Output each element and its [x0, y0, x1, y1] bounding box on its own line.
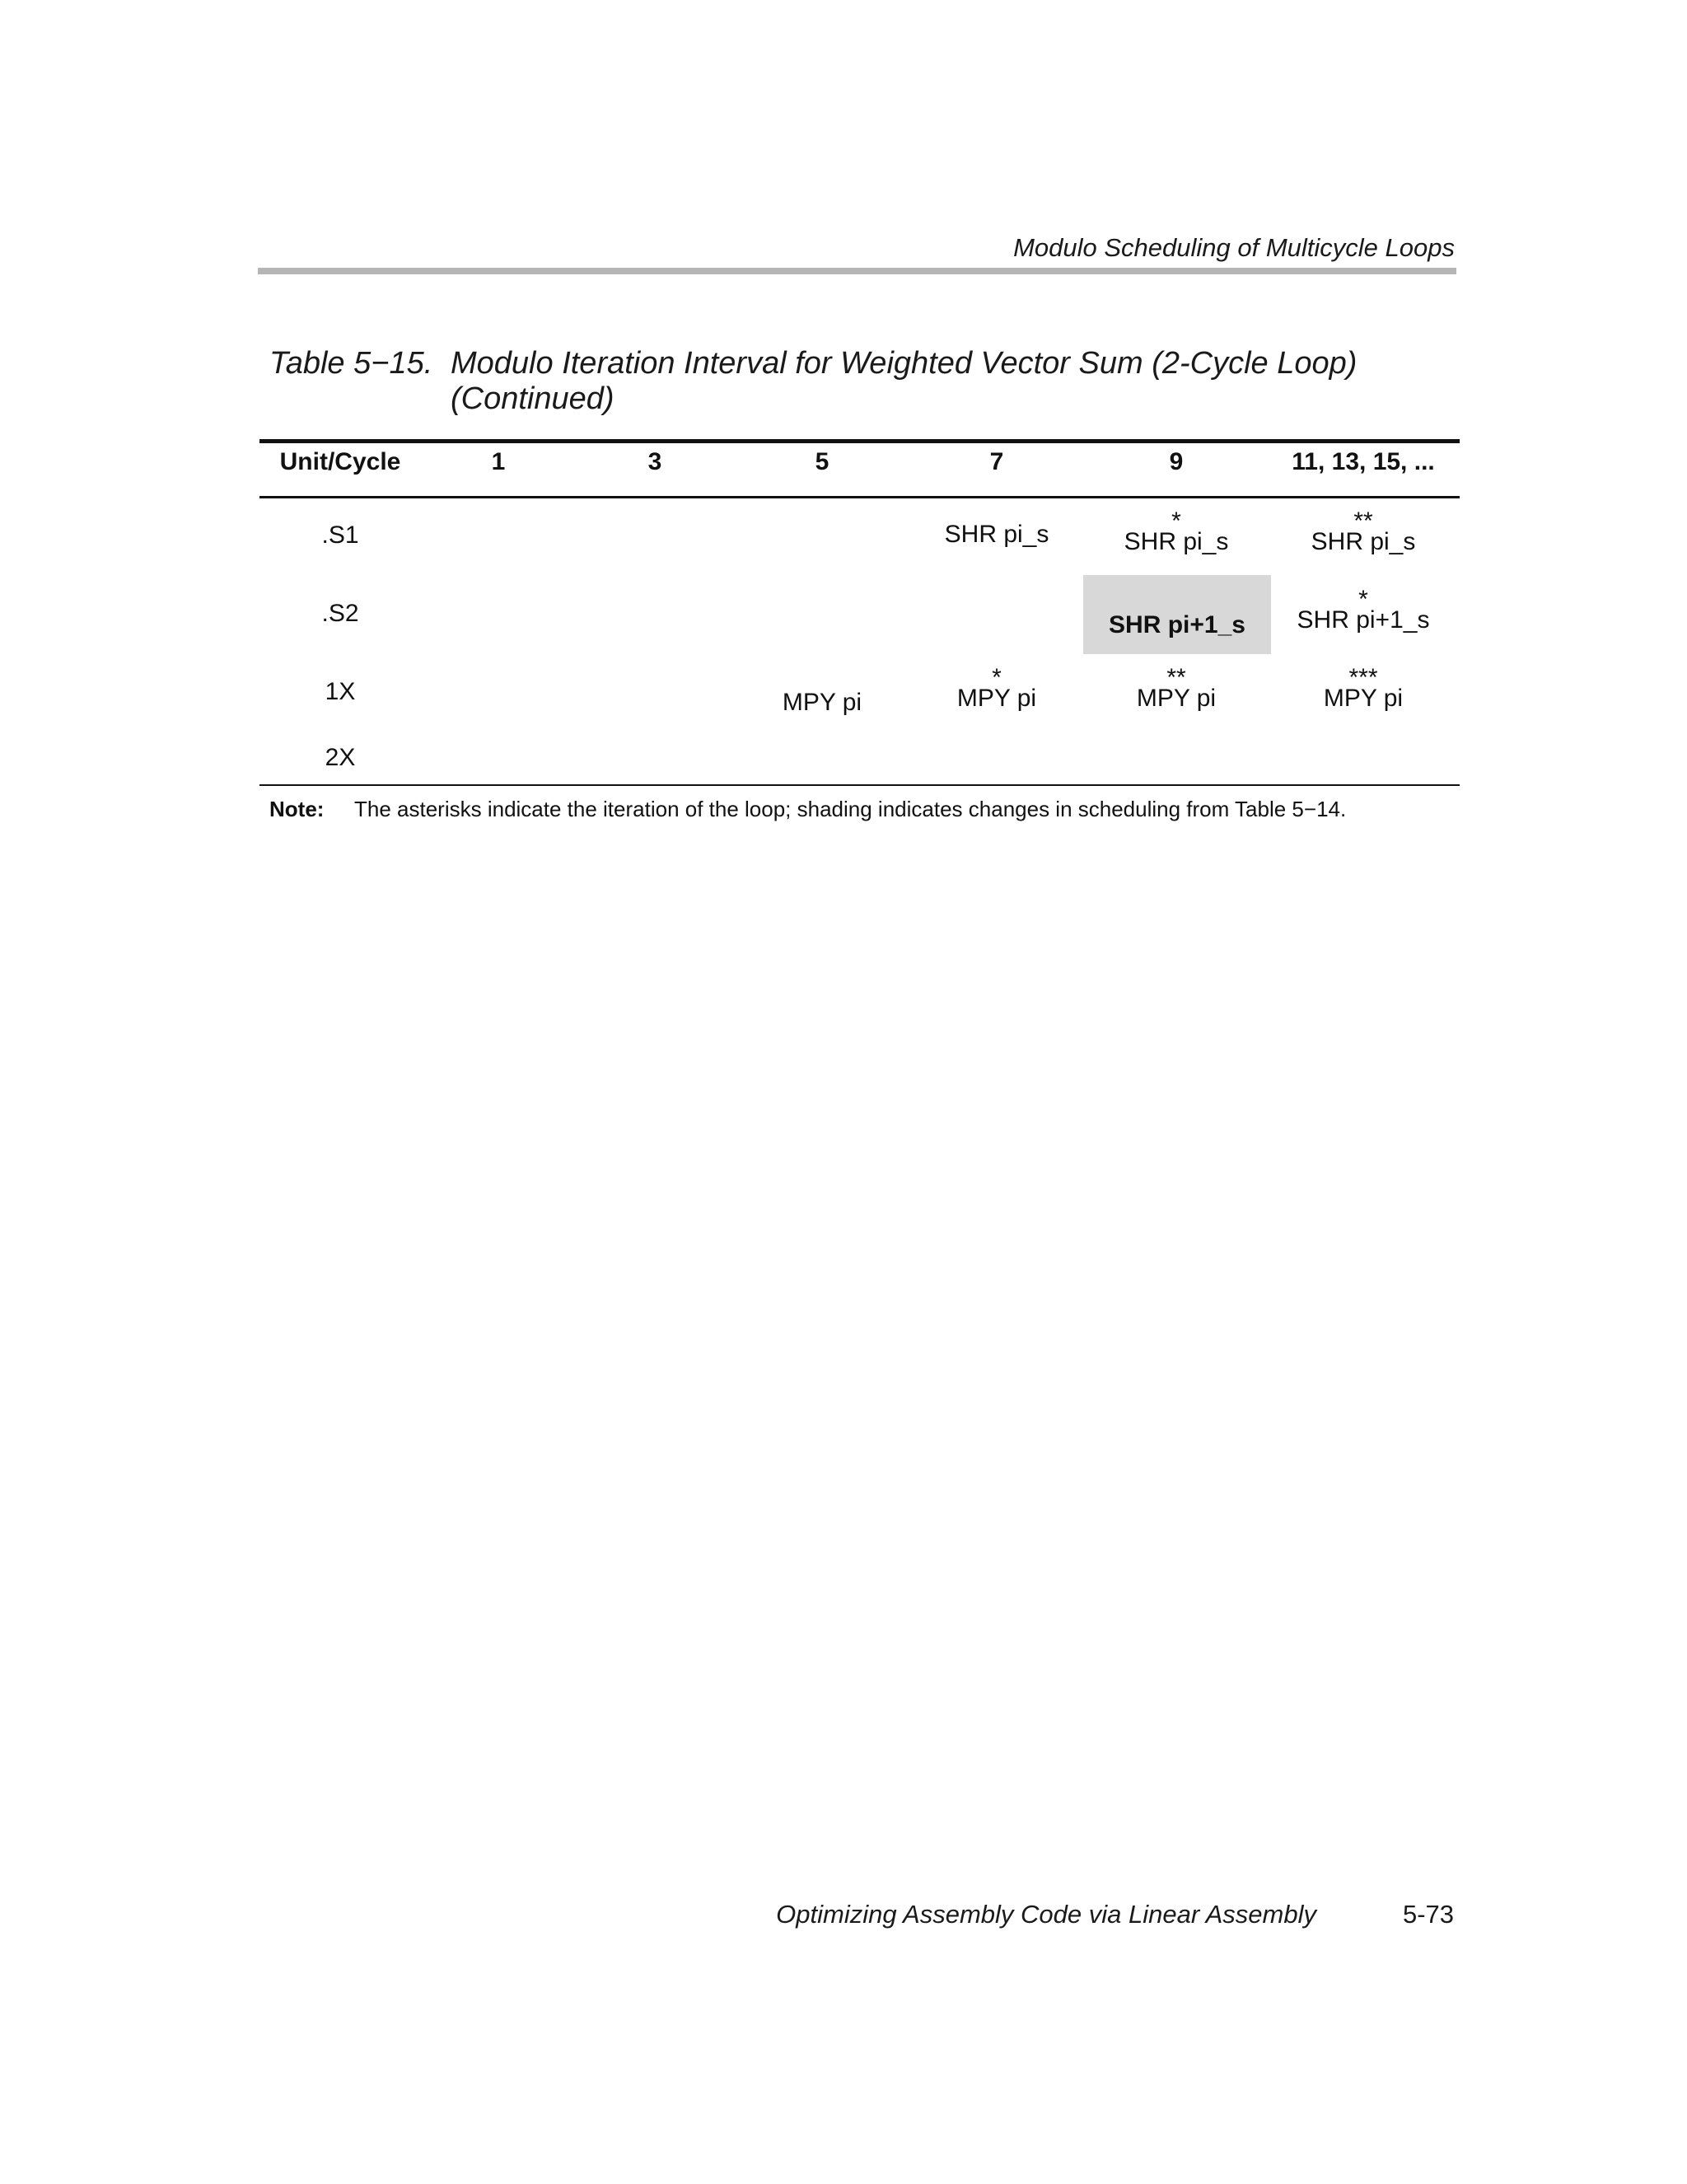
cell-instruction: SHR pi+1_s — [1297, 606, 1430, 634]
header-rule — [258, 268, 1456, 274]
cell-instruction: MPY pi — [956, 685, 1037, 712]
table-cell — [914, 520, 1079, 550]
column-header-cycle-1: 1 — [491, 448, 506, 475]
cell-instruction: MPY pi — [1323, 685, 1404, 712]
cell-instruction: SHR pi_s — [1124, 528, 1229, 555]
row-label-1x: 1X — [325, 678, 356, 705]
row-label-2x: 2X — [325, 744, 356, 771]
cell-iteration-stars: * — [992, 664, 1002, 691]
table-cell — [1273, 587, 1454, 635]
column-header-cycle-7: 7 — [989, 448, 1004, 475]
table-top-rule — [259, 439, 1460, 443]
cell-iteration-stars: * — [1171, 507, 1181, 535]
table-cell — [1281, 666, 1446, 713]
table-cell — [1094, 666, 1259, 713]
cell-iteration-stars: *** — [1348, 664, 1378, 691]
footer-title: Optimizing Assembly Code via Linear Assembly — [776, 1900, 1316, 1929]
column-header-cycle-3: 3 — [647, 448, 662, 475]
column-header-unit-cycle: Unit/Cycle — [279, 448, 401, 475]
running-header: Modulo Scheduling of Multicycle Loops — [1013, 233, 1455, 262]
column-header-cycle-9: 9 — [1169, 448, 1184, 475]
cell-instruction: SHR pi_s — [944, 521, 1049, 548]
cell-instruction: MPY pi — [782, 689, 862, 716]
row-label-s1: .S1 — [321, 521, 359, 549]
page-number: 5-73 — [1402, 1900, 1454, 1929]
table-cell — [1094, 509, 1259, 557]
table-bottom-rule — [259, 784, 1460, 786]
table-cell — [914, 666, 1079, 713]
table-cell — [1281, 509, 1446, 557]
caption-title: Modulo Iteration Interval for Weighted Vector Sum (2-Cycle Loop) — [451, 346, 1358, 381]
cell-instruction: SHR pi_s — [1311, 528, 1416, 555]
cell-instruction: MPY pi — [1136, 685, 1217, 712]
table-cell-shaded — [1083, 610, 1271, 640]
table-note — [269, 797, 1346, 822]
caption-continued: (Continued) — [451, 381, 615, 416]
row-label-s2: .S2 — [321, 600, 359, 627]
note-text: The asterisks indicate the iteration of the loop; shading indicates changes in scheduling from Table 5−14. — [354, 797, 1347, 821]
note-label: Note: — [269, 797, 325, 821]
table-header-rule — [259, 496, 1460, 498]
column-header-cycle-5: 5 — [815, 448, 829, 475]
cell-iteration-stars: * — [1358, 586, 1368, 613]
cell-iteration-stars: ** — [1353, 507, 1373, 535]
table-cell — [740, 688, 904, 718]
caption-label: Table 5−15. — [269, 346, 433, 381]
cell-iteration-stars: ** — [1166, 664, 1186, 691]
cell-instruction: SHR pi+1_s — [1109, 611, 1245, 638]
column-header-cycle-11-plus: 11, 13, 15, ... — [1292, 448, 1435, 475]
